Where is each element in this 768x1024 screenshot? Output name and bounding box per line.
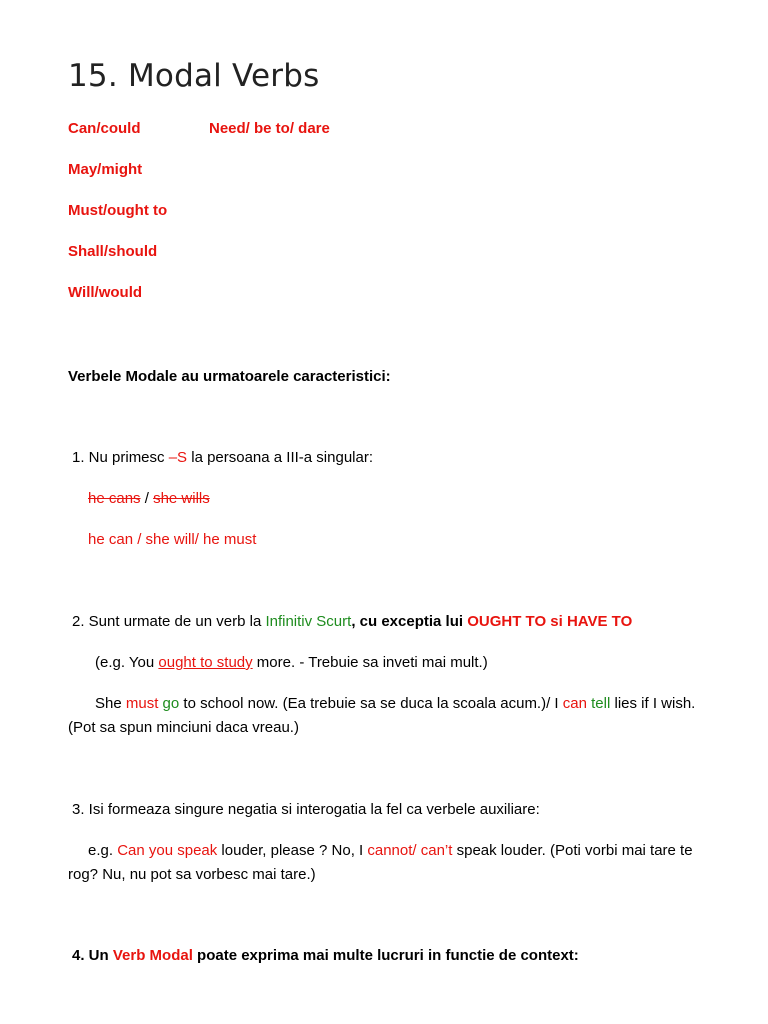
point-4-verb-modal: Verb Modal <box>112 947 193 964</box>
point-3: 3. Isi formeaza singure negatia si interogatia la fel ca verbele auxiliare: <box>72 801 540 818</box>
modal-item-need-be-to-dare: Need/ be to/ dare <box>209 120 330 137</box>
example-2-start: She <box>95 695 126 712</box>
point-2-example-2 <box>95 692 695 716</box>
page-title: 15. Modal Verbs <box>68 58 320 94</box>
example-2-tell: tell <box>591 695 611 712</box>
point-4-prefix: 4. Un <box>72 947 113 964</box>
wrong-example-1: he cans <box>88 490 141 507</box>
point-1-correct-examples: he can / she will/ he must <box>88 531 257 548</box>
modal-item-shall-should: Shall/should <box>68 243 158 260</box>
point-1-rest: la persoana a III-a singular: <box>187 449 374 466</box>
example-1-start: (e.g. You <box>95 654 159 671</box>
point-4-rest: poate exprima mai multe lucruri in functie de context: <box>192 947 579 964</box>
point-3-eg: e.g. <box>88 842 118 859</box>
point-2-mid: , cu exceptia lui <box>351 613 468 630</box>
point-2-example-1 <box>95 651 488 675</box>
point-2-exception: OUGHT TO si HAVE TO <box>467 613 633 630</box>
point-3-example <box>88 839 693 863</box>
point-2 <box>72 610 632 634</box>
point-2-example-2-translation: (Pot sa spun minciuni daca vreau.) <box>68 719 299 736</box>
example-1-highlight: ought to study <box>158 654 253 671</box>
point-3-negation: cannot/ can’t <box>367 842 453 859</box>
example-2-mid: to school now. (Ea trebuie sa se duca la scoala acum.)/ I <box>179 695 563 712</box>
example-2-must: must <box>125 695 159 712</box>
point-2-infinitive: Infinitiv Scurt <box>265 613 352 630</box>
intro-heading: Verbele Modale au urmatoarele caracteristici: <box>68 368 391 385</box>
point-1 <box>72 446 373 470</box>
example-2-go: go <box>162 695 180 712</box>
point-1-suffix: –S <box>168 449 188 466</box>
point-3-rest: speak louder. (Poti vorbi mai tare te <box>452 842 693 859</box>
point-3-question: Can you speak <box>117 842 218 859</box>
modal-item-may-might: May/might <box>68 161 143 178</box>
point-1-wrong-examples <box>88 487 210 511</box>
point-3-example-line-2: rog? Nu, nu pot sa vorbesc mai tare.) <box>68 866 316 883</box>
point-4 <box>72 944 579 968</box>
modal-item-will-would: Will/would <box>68 284 143 301</box>
example-1-end: more. - Trebuie sa inveti mai mult.) <box>252 654 488 671</box>
example-2-end: lies if I wish. <box>610 695 696 712</box>
wrong-example-2: she wills <box>153 490 210 507</box>
modal-item-must-ought-to: Must/ought to <box>68 202 168 219</box>
modal-item-can-could: Can/could <box>68 120 141 137</box>
point-1-prefix: 1. Nu primesc <box>72 449 169 466</box>
example-2-can: can <box>562 695 587 712</box>
point-3-mid: louder, please ? No, I <box>217 842 368 859</box>
slash-separator: / <box>140 490 154 507</box>
point-2-prefix: 2. Sunt urmate de un verb la <box>72 613 266 630</box>
